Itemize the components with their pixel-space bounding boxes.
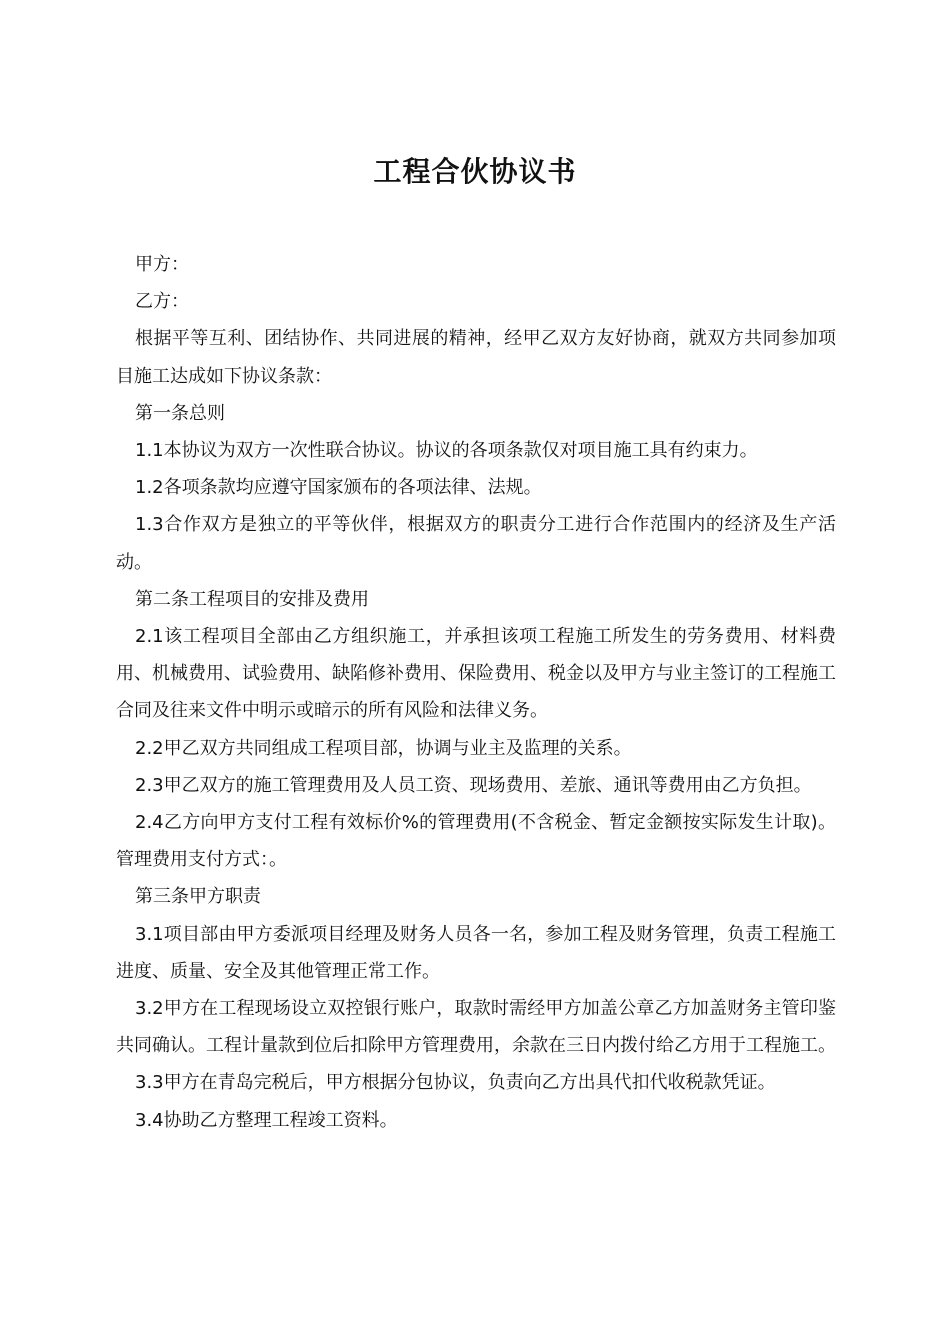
clause-2-1: 2.1该工程项目全部由乙方组织施工，并承担该项工程施工所发生的劳务费用、材料费用、机械费用、试验费用、缺陷修补费用、保险费用、税金以及甲方与业主签订的工程施工合同及往来文件中明示或暗示的所有风险和法律义务。 (116, 626, 836, 722)
clause-2-3: 2.3甲乙双方的施工管理费用及人员工资、现场费用、差旅、通讯等费用由乙方负担。 (135, 774, 812, 796)
clause-1-2: 1.2各项条款均应遵守国家颁布的各项法律、法规。 (135, 477, 542, 499)
clause-3-4: 3.4协助乙方整理工程竣工资料。 (135, 1109, 398, 1131)
clause-3-2: 3.2甲方在工程现场设立双控银行账户，取款时需经甲方加盖公章乙方加盖财务主管印鉴共同确认。工程计量款到位后扣除甲方管理费用，余款在三日内拨付给乙方用于工程施工。 (116, 998, 836, 1057)
preamble-paragraph: 根据平等互利、团结协作、共同进展的精神，经甲乙双方友好协商，就双方共同参加项目施工达成如下协议条款： (116, 328, 836, 387)
clause-2-2: 2.2甲乙双方共同组成工程项目部，协调与业主及监理的关系。 (135, 737, 632, 759)
document-body (116, 246, 836, 1139)
clause-2-4: 2.4乙方向甲方支付工程有效标价%的管理费用(不含税金、暂定金额按实际发生计取)。管理费用支付方式：。 (116, 812, 836, 871)
party-b-line: 乙方： (135, 291, 189, 313)
clause-1-3: 1.3合作双方是独立的平等伙伴，根据双方的职责分工进行合作范围内的经济及生产活动。 (116, 514, 836, 573)
article-1-heading: 第一条总则 (135, 402, 225, 424)
clause-3-3: 3.3甲方在青岛完税后，甲方根据分包协议，负责向乙方出具代扣代收税款凭证。 (135, 1072, 776, 1094)
clause-1-1: 1.1本协议为双方一次性联合协议。协议的各项条款仅对项目施工具有约束力。 (135, 440, 758, 462)
document-title: 工程合伙协议书 (373, 154, 577, 188)
party-a-line: 甲方： (135, 254, 189, 275)
clause-3-1: 3.1项目部由甲方委派项目经理及财务人员各一名，参加工程及财务管理，负责工程施工进度、质量、安全及其他管理正常工作。 (116, 923, 836, 982)
article-3-heading: 第三条甲方职责 (135, 886, 261, 908)
article-2-heading: 第二条工程项目的安排及费用 (135, 588, 369, 610)
